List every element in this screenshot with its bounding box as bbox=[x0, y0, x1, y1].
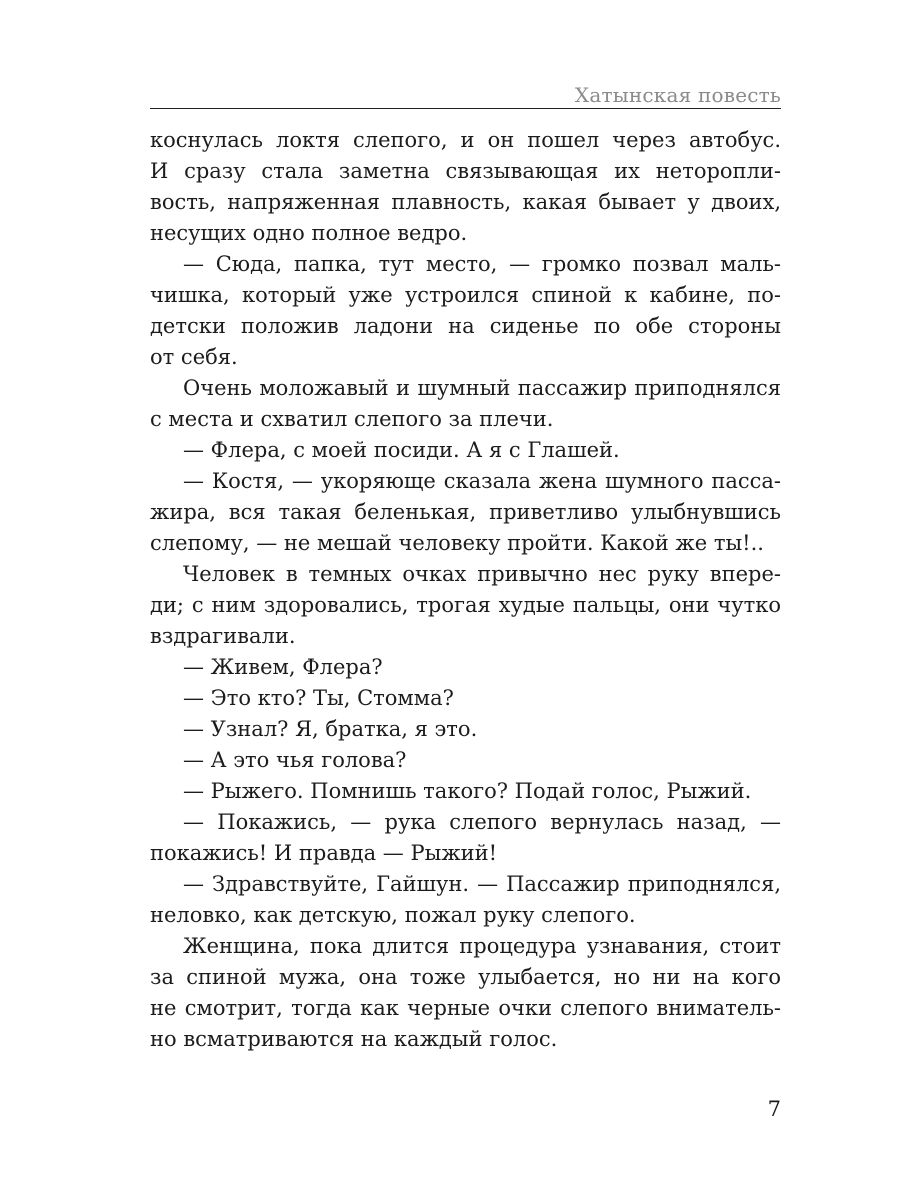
text-line: чишка, который уже устроился спиной к кабине, по- bbox=[150, 283, 781, 307]
text-line: — Это кто? Ты, Стомма? bbox=[183, 686, 454, 710]
text-line: но всматриваются на каждый голос. bbox=[150, 1027, 558, 1051]
text-line: Женщина, пока длится процедура узнавания, стоит bbox=[183, 934, 781, 958]
text-line: — Покажись, — рука слепого вернулась назад, — bbox=[183, 810, 781, 834]
body-text bbox=[150, 125, 781, 1055]
text-line: Очень моложавый и шумный пассажир приподнялся bbox=[183, 376, 781, 400]
text-line: от себя. bbox=[150, 345, 238, 369]
text-line: несущих одно полное ведро. bbox=[150, 221, 468, 245]
text-line: неловко, как детскую, пожал руку слепого. bbox=[150, 903, 636, 927]
text-line: вость, напряженная плавность, какая бывает у двоих, bbox=[150, 190, 781, 214]
text-line: вздрагивали. bbox=[150, 624, 296, 648]
page-number: 7 bbox=[767, 1097, 781, 1121]
text-line: покажись! И правда — Рыжий! bbox=[150, 841, 498, 865]
text-line: коснулась локтя слепого, и он пошел через автобус. bbox=[150, 128, 781, 152]
text-line: слепому, — не мешай человеку пройти. Какой же ты!.. bbox=[150, 531, 764, 555]
running-head-title: Хатынская повесть bbox=[574, 83, 781, 107]
text-line: — Живем, Флера? bbox=[183, 655, 383, 679]
text-line: с места и схватил слепого за плечи. bbox=[150, 407, 554, 431]
text-line: — Узнал? Я, братка, я это. bbox=[183, 717, 478, 741]
text-line: жира, вся такая беленькая, приветливо улыбнувшись bbox=[150, 500, 781, 524]
text-line: — Здравствуйте, Гайшун. — Пассажир приподнялся, bbox=[183, 872, 781, 896]
text-line: не смотрит, тогда как черные очки слепого вниматель- bbox=[150, 996, 781, 1020]
header-rule bbox=[150, 108, 781, 109]
text-line: — А это чья голова? bbox=[183, 748, 407, 772]
text-line: — Рыжего. Помнишь такого? Подай голос, Рыжий. bbox=[183, 779, 752, 803]
text-line: — Флера, с моей посиди. А я с Глашей. bbox=[183, 438, 620, 462]
text-line: за спиной мужа, она тоже улыбается, но ни на кого bbox=[150, 965, 781, 989]
text-line: детски положив ладони на сиденье по обе стороны bbox=[150, 314, 781, 338]
text-line: — Костя, — укоряюще сказала жена шумного пасса- bbox=[183, 469, 781, 493]
text-line: ди; с ним здоровались, трогая худые пальцы, они чутко bbox=[150, 593, 781, 617]
text-line: — Сюда, папка, тут место, — громко позвал маль- bbox=[183, 252, 781, 276]
text-line: Человек в темных очках привычно нес руку впере- bbox=[183, 562, 781, 586]
text-line: И сразу стала заметна связывающая их неторопли- bbox=[150, 159, 781, 183]
